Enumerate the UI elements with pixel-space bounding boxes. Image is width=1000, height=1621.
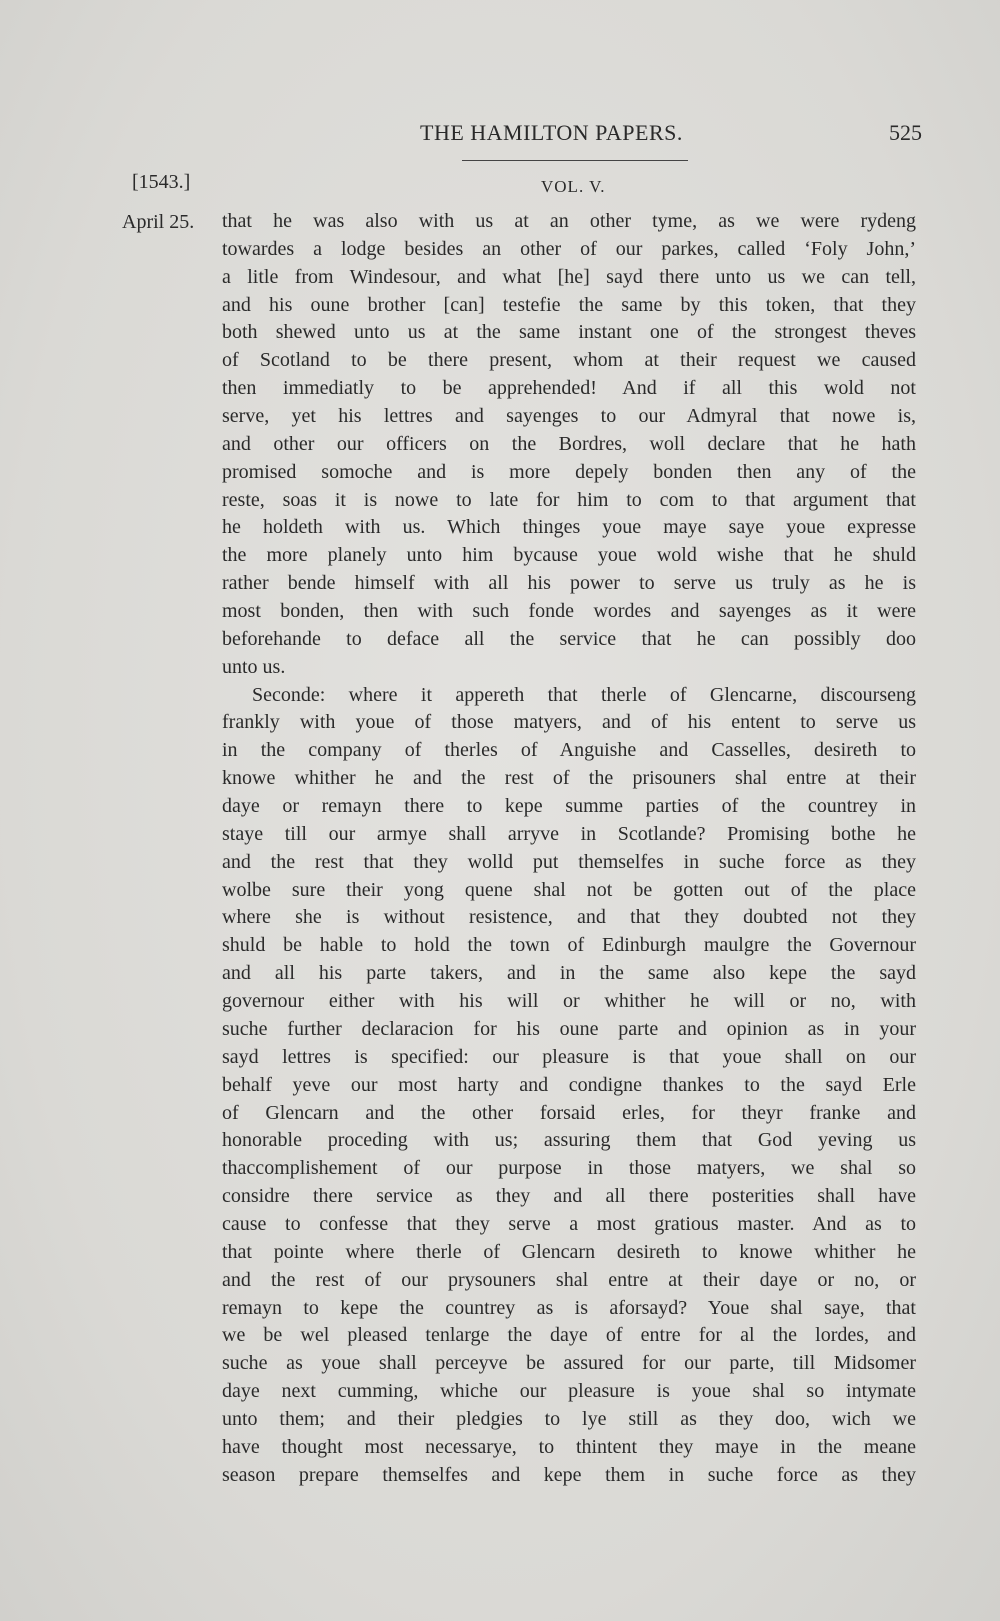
year-marker: [1543.] [132, 171, 191, 193]
text-line: of Glencarn and the other forsaid erles, for theyr franke and [222, 1101, 916, 1124]
text-line: we be wel pleased tenlarge the daye of entre for al the lordes, and [222, 1324, 916, 1347]
text-line: behalf yeve our most harty and condigne thankes to the sayd Erle [222, 1073, 916, 1096]
paragraph-start-line: Seconde: where it appereth that therle of Glencarne, discourseng [252, 683, 916, 706]
text-line: shuld be hable to hold the town of Edinburgh maulgre the Governour [222, 934, 916, 957]
text-line: in the company of therles of Anguishe and Casselles, desireth to [222, 739, 916, 762]
text-line: daye or remayn there to kepe summe parties of the countrey in [222, 795, 916, 818]
text-line: promised somoche and is more depely bonden then any of the [222, 460, 916, 483]
text-line: the more planely unto him bycause youe wold wishe that he shuld [222, 544, 916, 567]
text-line: that pointe where therle of Glencarn desireth to knowe whither he [222, 1240, 916, 1263]
text-line: staye till our armye shall arryve in Scotlande? Promising bothe he [222, 822, 916, 845]
text-line: wolbe sure their yong quene shal not be gotten out of the place [222, 878, 916, 901]
text-line: knowe whither he and the rest of the prisouners shal entre at their [222, 767, 916, 790]
text-line: towardes a lodge besides an other of our parkes, called ‘Foly John,’ [222, 237, 916, 260]
text-line: sayd lettres is specified: our pleasure is that youe shall on our [222, 1045, 916, 1068]
text-line: of Scotland to be there present, whom at their request we caused [222, 349, 916, 372]
text-line: remayn to kepe the countrey as is aforsayd? Youe shal saye, that [222, 1296, 916, 1319]
running-title: THE HAMILTON PAPERS. [420, 120, 683, 145]
text-line: both shewed unto us at the same instant one of the strongest theves [222, 321, 916, 344]
text-line: serve, yet his lettres and sayenges to our Admyral that nowe is, [222, 405, 916, 428]
text-line: where she is without resistence, and that they doubted not they [222, 906, 916, 929]
text-line: and the rest that they wolld put themselfes in suche force as they [222, 850, 916, 873]
text-line: most bonden, then with such fonde wordes and sayenges as it were [222, 600, 916, 623]
text-line: frankly with youe of those matyers, and of his entent to serve us [222, 711, 916, 734]
text-line: unto them; and their pledgies to lye still as they doo, wich we [222, 1407, 916, 1430]
text-line: and all his parte takers, and in the same also kepe the sayd [222, 962, 916, 985]
body-text [222, 208, 916, 1490]
text-line: honorable proceding with us; assuring them that God yeving us [222, 1129, 916, 1152]
text-line: and other our officers on the Bordres, woll declare that he hath [222, 432, 916, 455]
text-line: rather bende himself with all his power to serve us truly as he is [222, 572, 916, 595]
paragraph-end-line: unto us. [222, 655, 286, 678]
text-line: thaccomplishement of our purpose in those matyers, we shal so [222, 1157, 916, 1180]
running-head [0, 120, 1000, 150]
text-line: season prepare themselfes and kepe them in suche force as they [222, 1463, 916, 1486]
text-line: governour either with his will or whither he will or no, with [222, 990, 916, 1013]
header-rule [462, 160, 688, 161]
text-line: reste, soas it is nowe to late for him to com to that argument that [222, 488, 916, 511]
text-line: and the rest of our prysouners shal entre at their daye or no, or [222, 1268, 916, 1291]
text-line: and his oune brother [can] testefie the same by this token, that they [222, 293, 916, 316]
text-line: suche further declaracion for his oune parte and opinion as in your [222, 1017, 916, 1040]
volume-label: VOL. V. [541, 177, 606, 196]
page-number: 525 [889, 120, 922, 145]
text-line: daye next cumming, whiche our pleasure is youe shal so intymate [222, 1380, 916, 1403]
text-line: that he was also with us at an other tyme, as we were rydeng [222, 210, 916, 232]
text-line: considre there service as they and all there posterities shall have [222, 1185, 916, 1208]
text-line: have thought most necessarye, to thintent they maye in the meane [222, 1435, 916, 1458]
text-line: a litle from Windesour, and what [he] sayd there unto us we can tell, [222, 265, 916, 288]
date-marker: April 25. [122, 211, 195, 233]
text-line: then immediatly to be apprehended! And if all this wold not [222, 377, 916, 400]
text-line: suche as youe shall perceyve be assured for our parte, till Midsomer [222, 1352, 916, 1375]
text-line: cause to confesse that they serve a most gratious master. And as to [222, 1212, 916, 1235]
text-line: he holdeth with us. Which thinges youe maye saye youe expresse [222, 516, 916, 539]
text-line: beforehande to deface all the service that he can possibly doo [222, 627, 916, 650]
